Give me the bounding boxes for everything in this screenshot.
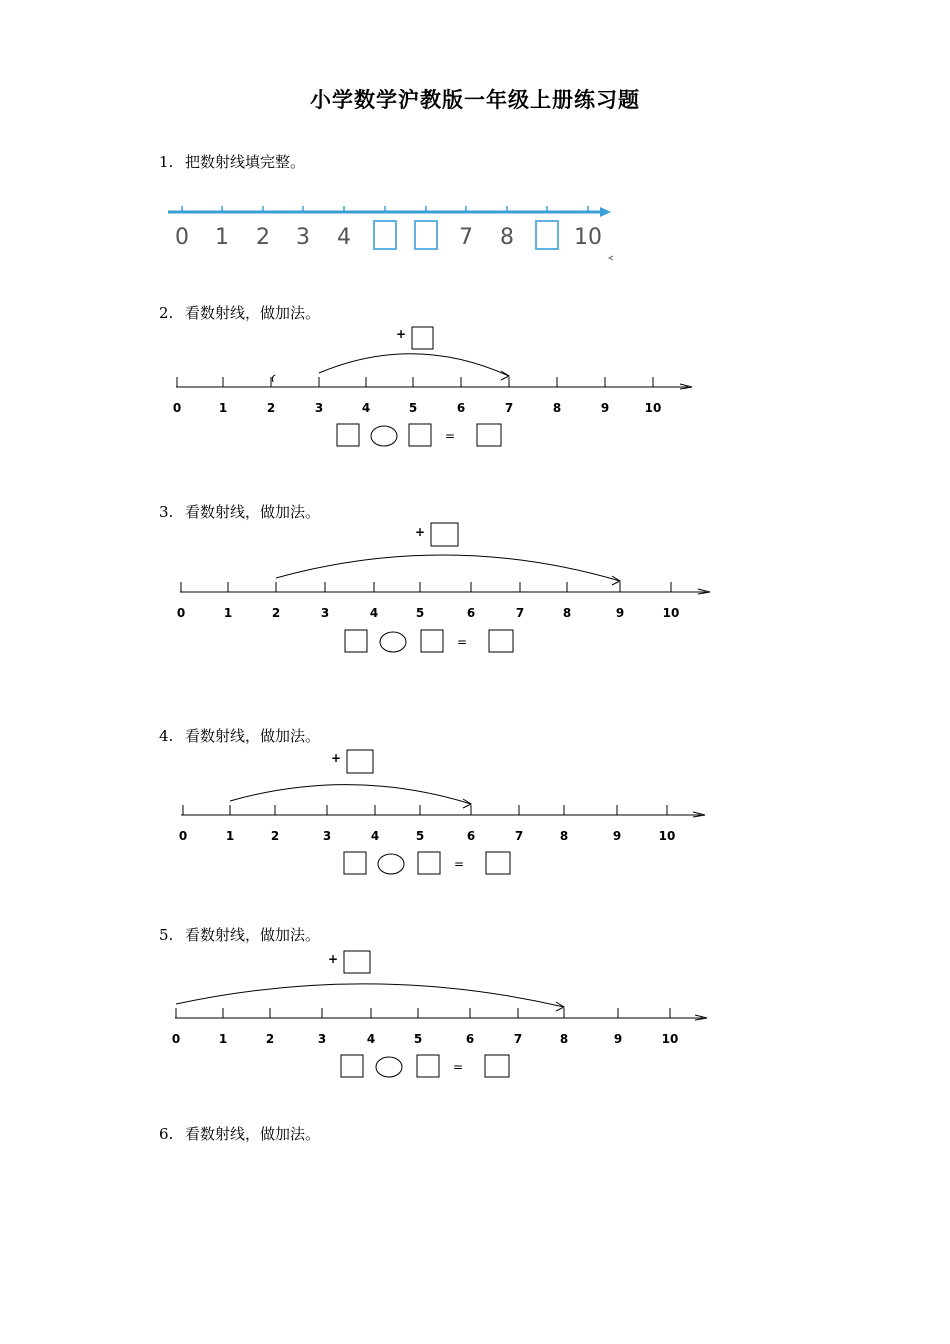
page-title: 小学数学沪教版一年级上册练习题: [310, 88, 640, 112]
tick-label: 8: [500, 225, 514, 250]
tick-label: 9: [612, 829, 622, 843]
tick-label: 3: [317, 1032, 327, 1046]
tick-label: 1: [215, 225, 229, 250]
tick-label: 6: [466, 829, 476, 843]
jump-arrowhead: [463, 799, 471, 808]
tick-label: 9: [600, 401, 610, 415]
equals-sign: =: [444, 429, 456, 443]
tick-label: 9: [613, 1032, 623, 1046]
tick-label: 3: [314, 401, 324, 415]
tick-label: 2: [270, 829, 280, 843]
tick-label: 6: [456, 401, 466, 415]
jump-size-box: [344, 951, 370, 973]
jump-arc: [230, 785, 471, 804]
stray-mark: [272, 375, 275, 382]
tick-label: 4: [369, 606, 379, 620]
question-number: 5.: [159, 926, 174, 944]
tick-label: 0: [178, 829, 188, 843]
operator-oval: [376, 1057, 402, 1077]
equals-sign: =: [456, 635, 468, 649]
jump-arrowhead: [501, 371, 509, 380]
jump-arc: [319, 354, 509, 376]
tick-label: 0: [175, 225, 189, 250]
tick-label: 9: [615, 606, 625, 620]
tick-label: 5: [413, 1032, 423, 1046]
answer-box: [421, 630, 443, 652]
jump-size-box: [412, 327, 433, 349]
answer-box: [341, 1055, 363, 1077]
question-number: 2.: [159, 304, 174, 322]
operator-oval: [371, 426, 397, 446]
tick-label: 4: [361, 401, 371, 415]
jump-arc: [276, 555, 620, 581]
answer-box: [409, 424, 431, 446]
tick-label: 1: [218, 401, 228, 415]
blank-box: [536, 221, 558, 249]
answer-box: [417, 1055, 439, 1077]
tick-label: 0: [171, 1032, 181, 1046]
question-text: 看数射线，做加法。: [185, 304, 321, 322]
tick-label: 1: [225, 829, 235, 843]
tick-label: 2: [265, 1032, 275, 1046]
tick-label: 3: [322, 829, 332, 843]
blank-box: [374, 221, 396, 249]
result-box: [477, 424, 501, 446]
tick-label: 10: [574, 225, 602, 250]
tick-label: 8: [552, 401, 562, 415]
addition-number-line-5: [172, 951, 707, 1077]
tick-label: 5: [415, 829, 425, 843]
tick-label: 0: [172, 401, 182, 415]
tick-label: 10: [662, 606, 680, 620]
plus-sign: +: [327, 952, 339, 966]
question-text: 看数射线，做加法。: [185, 503, 321, 521]
tick-label: 7: [514, 829, 524, 843]
blank-box: [415, 221, 437, 249]
tick-label: 4: [370, 829, 380, 843]
tick-label: 2: [271, 606, 281, 620]
tick-label: 5: [408, 401, 418, 415]
equals-sign: =: [453, 857, 465, 871]
tick-label: 7: [513, 1032, 523, 1046]
plus-sign: +: [414, 525, 426, 539]
answer-box: [345, 630, 367, 652]
stray-mark: [609, 256, 613, 260]
tick-label: 5: [415, 606, 425, 620]
tick-label: 2: [256, 225, 270, 250]
question-text: 看数射线，做加法。: [185, 727, 321, 745]
plus-sign: +: [330, 751, 342, 765]
tick-label: 10: [658, 829, 676, 843]
tick-label: 7: [459, 225, 473, 250]
addition-number-line-3: [177, 523, 710, 652]
answer-box: [337, 424, 359, 446]
result-box: [485, 1055, 509, 1077]
jump-arrowhead: [612, 576, 620, 585]
answer-box: [418, 852, 440, 874]
tick-label: 7: [515, 606, 525, 620]
addition-number-line-4: [179, 750, 705, 874]
jump-arc: [176, 984, 564, 1007]
question-number: 4.: [159, 727, 174, 745]
tick-label: 0: [176, 606, 186, 620]
number-line-1: [168, 206, 613, 260]
equals-sign: =: [452, 1060, 464, 1074]
question-text: 看数射线，做加法。: [185, 1125, 321, 1143]
tick-label: 8: [559, 829, 569, 843]
tick-label: 6: [465, 1032, 475, 1046]
tick-label: 4: [366, 1032, 376, 1046]
tick-label: 8: [559, 1032, 569, 1046]
question-text: 把数射线填完整。: [185, 153, 306, 171]
tick-label: 3: [320, 606, 330, 620]
question-number: 6.: [159, 1125, 174, 1143]
question-text: 看数射线，做加法。: [185, 926, 321, 944]
tick-label: 3: [296, 225, 310, 250]
question-number: 1.: [159, 153, 174, 171]
operator-oval: [378, 854, 404, 874]
tick-label: 6: [466, 606, 476, 620]
tick-label: 7: [504, 401, 514, 415]
jump-size-box: [431, 523, 458, 546]
tick-label: 1: [223, 606, 233, 620]
tick-label: 10: [644, 401, 662, 415]
answer-box: [344, 852, 366, 874]
result-box: [486, 852, 510, 874]
tick-label: 1: [218, 1032, 228, 1046]
tick-label: 10: [661, 1032, 679, 1046]
operator-oval: [380, 632, 406, 652]
addition-number-line-2: [173, 327, 692, 446]
tick-label: 4: [337, 225, 351, 250]
question-number: 3.: [159, 503, 174, 521]
tick-label: 8: [562, 606, 572, 620]
jump-size-box: [347, 750, 373, 773]
number-line-1-arrowhead: [600, 207, 611, 217]
plus-sign: +: [395, 327, 407, 341]
result-box: [489, 630, 513, 652]
tick-label: 2: [266, 401, 276, 415]
